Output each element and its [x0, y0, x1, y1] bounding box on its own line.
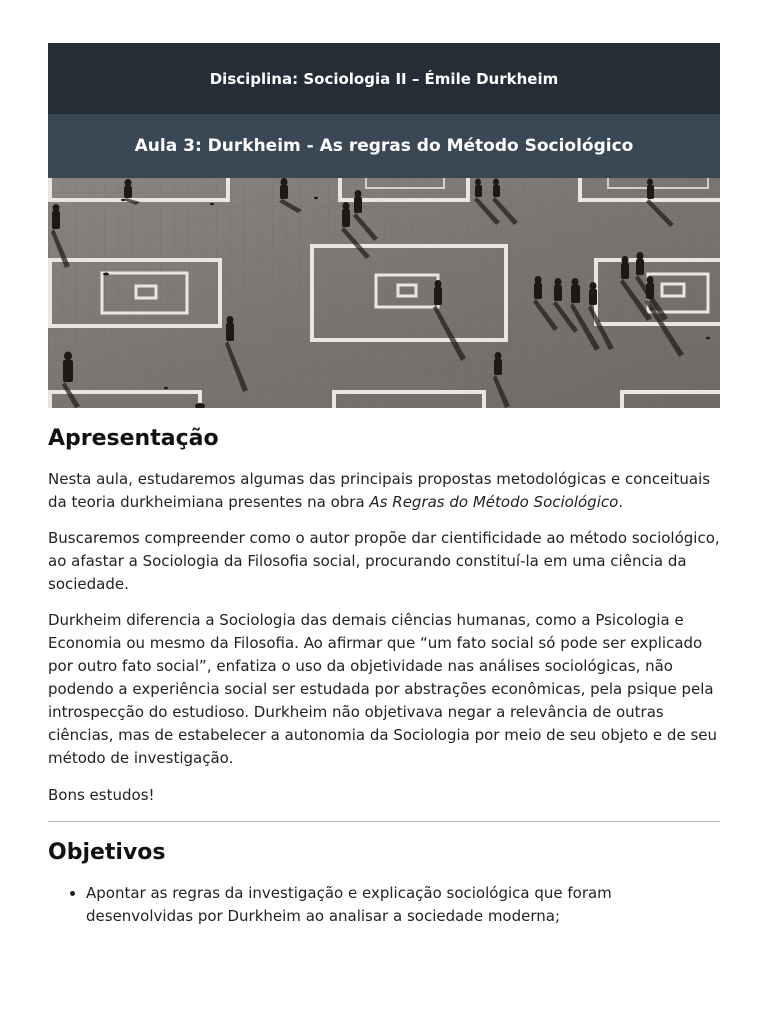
presentation-paragraph-3: Durkheim diferencia a Sociologia das demais ciências humanas, como a Psicologia e Economia ou mesmo da Filosofia. Ao afirmar que “um fato social só pode ser explicado por outro fato social”, enfatiza o uso da objetividade nas análises sociológicas, não podendo a experiência social ser estudada por abstrações econômicas, pela psique pela introspecção do estudioso. Durkheim não objetivava negar a relevância de outras ciências, mas de estabelecer a autonomia da Sociologia por meio de seu objeto e de seu método de investigação. [48, 611, 718, 767]
presentation-paragraph-2: Buscaremos compreender como o autor propõe dar cientificidade ao método sociológico, ao afastar a Sociologia da Filosofia social, procurando constituí-la em uma ciência da sociedade. [48, 529, 720, 593]
section-divider [48, 821, 720, 822]
presentation-paragraph-4: Bons estudos! [48, 786, 155, 804]
book-title: As Regras do Método Sociológico [369, 493, 619, 511]
lesson-title: Aula 3: Durkheim - As regras do Método Sociológico [134, 136, 634, 156]
presentation-paragraph-1 [48, 468, 720, 514]
paragraph-1-text: Nesta aula, estudaremos algumas das principais propostas metodológicas e conceituais da teoria durkheimiana presentes na obra [48, 470, 711, 511]
banner-image [48, 178, 720, 408]
objectives-heading: Objetivos [48, 840, 166, 865]
main-content [48, 420, 720, 928]
discipline-header [48, 43, 720, 114]
paragraph-1-end: . [618, 493, 624, 511]
lesson-header [48, 114, 720, 178]
discipline-title: Disciplina: Sociologia II – Émile Durkheim [209, 69, 559, 88]
objective-item: • Apontar as regras da investigação e explicação sociológica que foram desenvolvidas por Durkheim ao analisar a sociedade moderna; [86, 882, 720, 928]
objectives-list [48, 882, 720, 928]
presentation-heading: Apresentação [48, 426, 219, 451]
